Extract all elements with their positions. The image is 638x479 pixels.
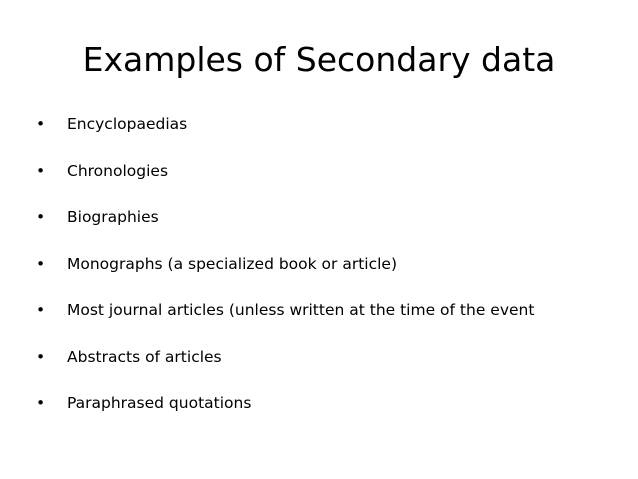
- bullet-dot: •: [36, 254, 46, 273]
- bullet-dot: •: [36, 394, 46, 412]
- bullet-text: Abstracts of articles: [67, 347, 222, 366]
- bullet-text: Monographs (a specialized book or article): [67, 254, 397, 273]
- bullet-dot: •: [36, 161, 46, 180]
- bullet-item: [36, 160, 534, 207]
- bullet-item: [36, 253, 534, 300]
- bullet-list: [36, 113, 534, 439]
- bullet-dot: •: [36, 301, 46, 319]
- bullet-item: [36, 392, 534, 439]
- bullet-text: Encyclopaedias: [67, 115, 188, 133]
- bullet-item: [36, 299, 534, 346]
- bullet-dot: •: [36, 115, 46, 133]
- slide-title: Examples of Secondary data: [82, 40, 556, 79]
- bullet-item: [36, 346, 534, 393]
- bullet-dot: •: [36, 208, 46, 226]
- bullet-text: Most journal articles (unless written at the time of the event: [67, 301, 535, 319]
- bullet-item: [36, 113, 534, 160]
- bullet-dot: •: [36, 347, 46, 366]
- bullet-text: Biographies: [67, 208, 159, 226]
- bullet-text: Paraphrased quotations: [67, 394, 252, 412]
- bullet-item: [36, 206, 534, 253]
- bullet-text: Chronologies: [67, 161, 169, 180]
